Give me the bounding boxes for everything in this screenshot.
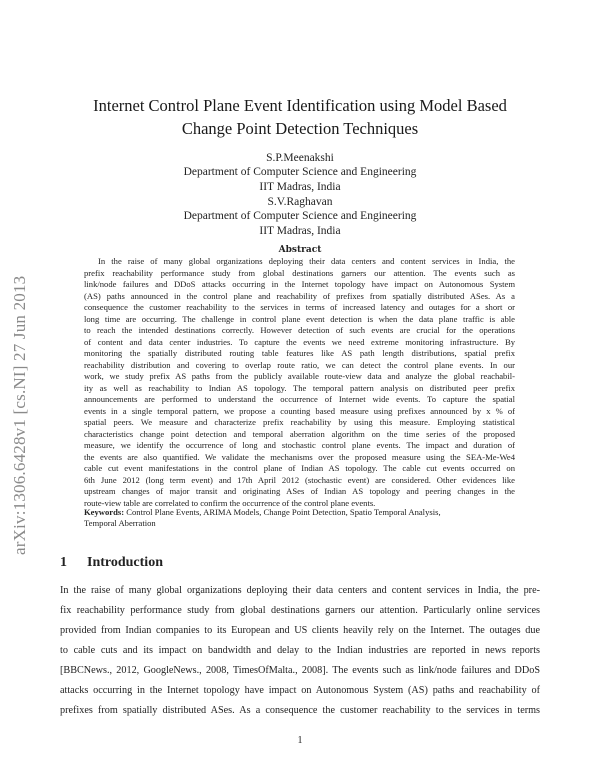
author-dept: Department of Computer Science and Engineering [183,210,417,223]
text-line: to cable cuts and its impact on bandwidth and delay to the Indian industries are reported in news reports [60,645,540,656]
text-line: prefix reachability performance study from global destinations garners our attention. The events such as [84,267,515,278]
text-line: upstream changes of major transit and originating ASes of Indian AS topology and peering changes in the [84,486,515,496]
text-line: to reach the intended destinations correctly. However detection of such events are crucial for the operations [84,325,515,335]
text-line: long time are occurring. The challenge in control plane event detection is when the data plane traffic is able [84,313,515,324]
abstract-heading: Abstract [278,245,322,255]
title-line: Internet Control Plane Event Identification using Model Based [93,96,507,115]
text-line: spatial peers. We measure and characterize prefix reachability by using this measure. Employing statistical [84,417,515,427]
text-line: link/node failures and DDoS attacks occurring in the Internet topology have impact on Autonomous System [84,279,515,289]
author-dept: Department of Computer Science and Engineering [183,166,417,179]
section-number: 1 [60,555,67,570]
author-name: S.P.Meenakshi [266,152,334,164]
text-line: In the raise of many global organizations deploying their data centers and content services in India, the [98,256,515,266]
text-line: of content and data center industries. To capture the events we need extreme monitoring infrastructure. By [84,336,515,347]
text-line: events in a single temporal pattern, we propose a counting based measure using prefixes announced by x % of [84,405,515,416]
text-line: provided from Indian companies to its European and US clients heavily rely on the Internet. The outages due [60,625,540,636]
text-line: consequence the customer reachability to the services in terms of increased latency and outages for a short or [84,302,515,312]
text-line: characteristics change point detection and temporal aberration algorithm on the time series of the proposed [84,428,515,439]
text-line: the events are also quantified. We validate the mechanisms over the proposed measure using the SEA-Me-We4 [84,451,515,462]
text-line: ity as well as reachability to Indian AS topology. The temporal pattern analysis on distributed peer prefix [84,382,515,393]
text-line: In the raise of many global organizations deploying their data centers and content services in India, the pre- [60,585,540,596]
section-heading [60,555,163,571]
text-line: fix reachability performance study from global destinations garners our attention. Particularly online services [60,605,540,616]
text-line: [BBCNews., 2012, GoogleNews., 2008, TimesOfMalta., 2008]. The events such as link/node failures and DDoS [60,665,540,676]
text-line: work, we study prefix AS paths from the publicly available route-view data and analyze the global reachabil- [84,371,515,381]
text-line: 6th June 2012 (long term event) and 17th April 2012 (stochastic event) are considered. Other evidences like [84,474,515,485]
text-line: route-view table are correlated to confirm the occurrence of the control plane events. [84,497,376,508]
text-line: prefixes from spatially distributed ASes. As a consequence the customer reachability to the services in terms [60,705,540,716]
keywords-text: Temporal Aberration [84,518,156,528]
text-line: (AS) paths announced in the control plane and reachability of prefixes from spatially distributed ASes. As a [84,290,515,301]
keywords-label: Keywords: [84,507,125,517]
keywords-text: Control Plane Events, ARIMA Models, Change Point Detection, Spatio Temporal Analysis, [126,507,441,517]
author-institution: IIT Madras, India [259,180,341,193]
text-line: cable cut event manifestations in the control plane of Indian AS topology. The cable cut events occurred on [84,463,515,473]
page-number: 1 [297,735,303,746]
keywords [84,507,515,529]
text-line: attacks occurring in the Internet topology have impact on Autonomous System (AS) paths and reachability of [60,685,540,696]
text-line: announcements are performed to understand the occurrence of Internet wide events. To capture the spatial [84,394,515,404]
author-institution: IIT Madras, India [259,224,341,237]
author-name: S.V.Raghavan [267,196,333,208]
author-block [0,151,600,194]
title-line: Change Point Detection Techniques [181,119,419,138]
text-line: measure, we identify the occurrence of long and stochastic control plane events. The impact and duration of [84,440,515,450]
author-block [0,195,600,238]
text-line: monitoring the spatially distributed routing table features like AS path length distributions, spatial prefix [84,348,515,358]
paper-title [0,94,600,140]
section-title: Introduction [87,555,163,570]
text-line: reachability distribution and covering to overlap route ratio, we can detect the control plane events. In our [84,359,515,370]
arxiv-stamp: arXiv:1306.6428v1 [cs.NI] 27 Jun 2013 [10,275,29,555]
